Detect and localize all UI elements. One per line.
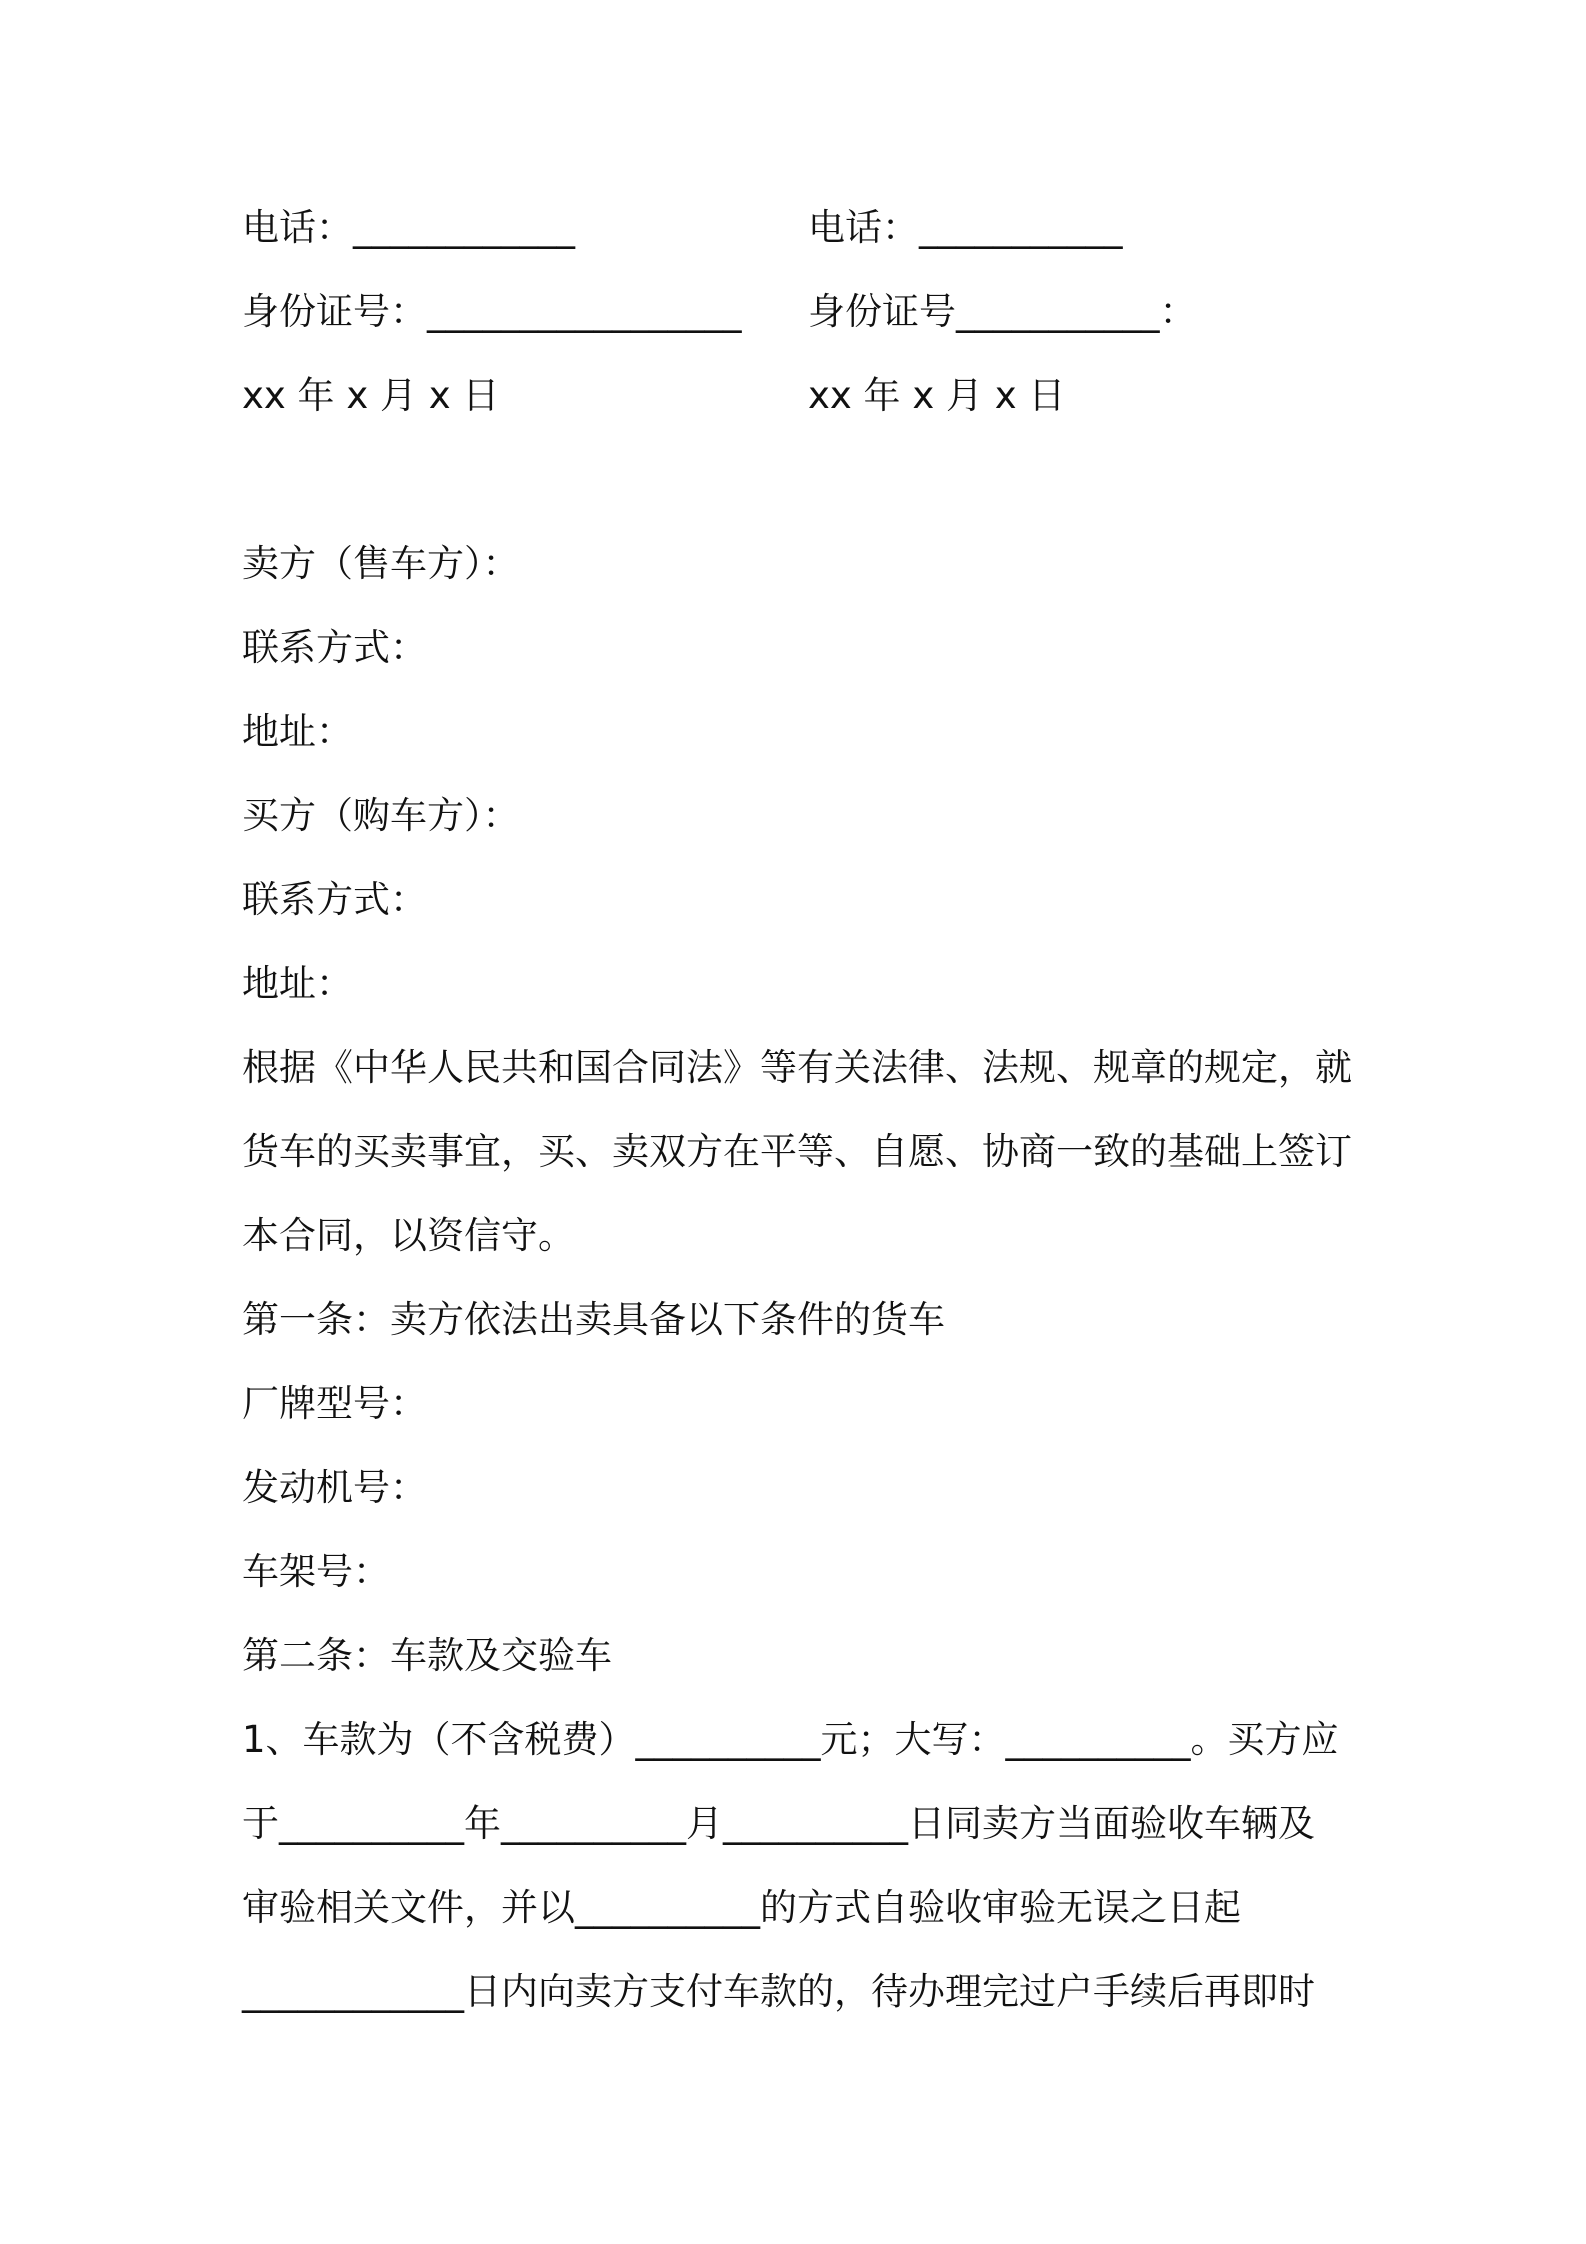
party-left-phone: 电话：____________	[242, 206, 575, 249]
article-2-title: 第二条：车款及交验车	[242, 1634, 612, 1677]
party-left-id-number: 身份证号：_________________	[242, 290, 742, 333]
signature-id-row	[242, 270, 1372, 354]
article-2-clause-line: 1、车款为（不含税费）__________元；大写：__________。买方应	[242, 1718, 1339, 1761]
article-2-clause-line: ____________日内向卖方支付车款的，待办理完过户手续后再即时	[242, 1970, 1315, 2013]
chassis-number-field: 车架号：	[242, 1550, 390, 1593]
seller-label: 卖方（售车方）：	[242, 542, 520, 585]
buyer-label: 买方（购车方）：	[242, 794, 520, 837]
buyer-address: 地址：	[242, 962, 353, 1005]
brand-model-field: 厂牌型号：	[242, 1382, 427, 1425]
preamble-line: 本合同，以资信守。	[242, 1214, 575, 1257]
buyer-contact: 联系方式：	[242, 878, 427, 921]
seller-contact: 联系方式：	[242, 626, 427, 669]
contract-body	[242, 186, 1372, 2034]
signature-date-row	[242, 354, 1372, 438]
article-2-clause-line: 审验相关文件，并以__________的方式自验收审验无误之日起	[242, 1886, 1241, 1929]
seller-address: 地址：	[242, 710, 353, 753]
signature-phone-row	[242, 186, 1372, 270]
party-left-date: xx 年 x 月 x 日	[242, 374, 500, 417]
party-right-date: xx 年 x 月 x 日	[808, 374, 1066, 417]
article-2-clause-line: 于__________年__________月__________日同卖方当面验收车辆及	[242, 1802, 1315, 1845]
preamble-line: 根据《中华人民共和国合同法》等有关法律、法规、规章的规定，就	[242, 1046, 1352, 1089]
party-right-phone: 电话：___________	[808, 206, 1123, 249]
blank-line	[242, 438, 1372, 522]
article-1-title: 第一条：卖方依法出卖具备以下条件的货车	[242, 1298, 945, 1341]
preamble-line: 货车的买卖事宜，买、卖双方在平等、自愿、协商一致的基础上签订	[242, 1130, 1352, 1173]
party-right-id-number: 身份证号___________：	[808, 290, 1197, 333]
engine-number-field: 发动机号：	[242, 1466, 427, 1509]
